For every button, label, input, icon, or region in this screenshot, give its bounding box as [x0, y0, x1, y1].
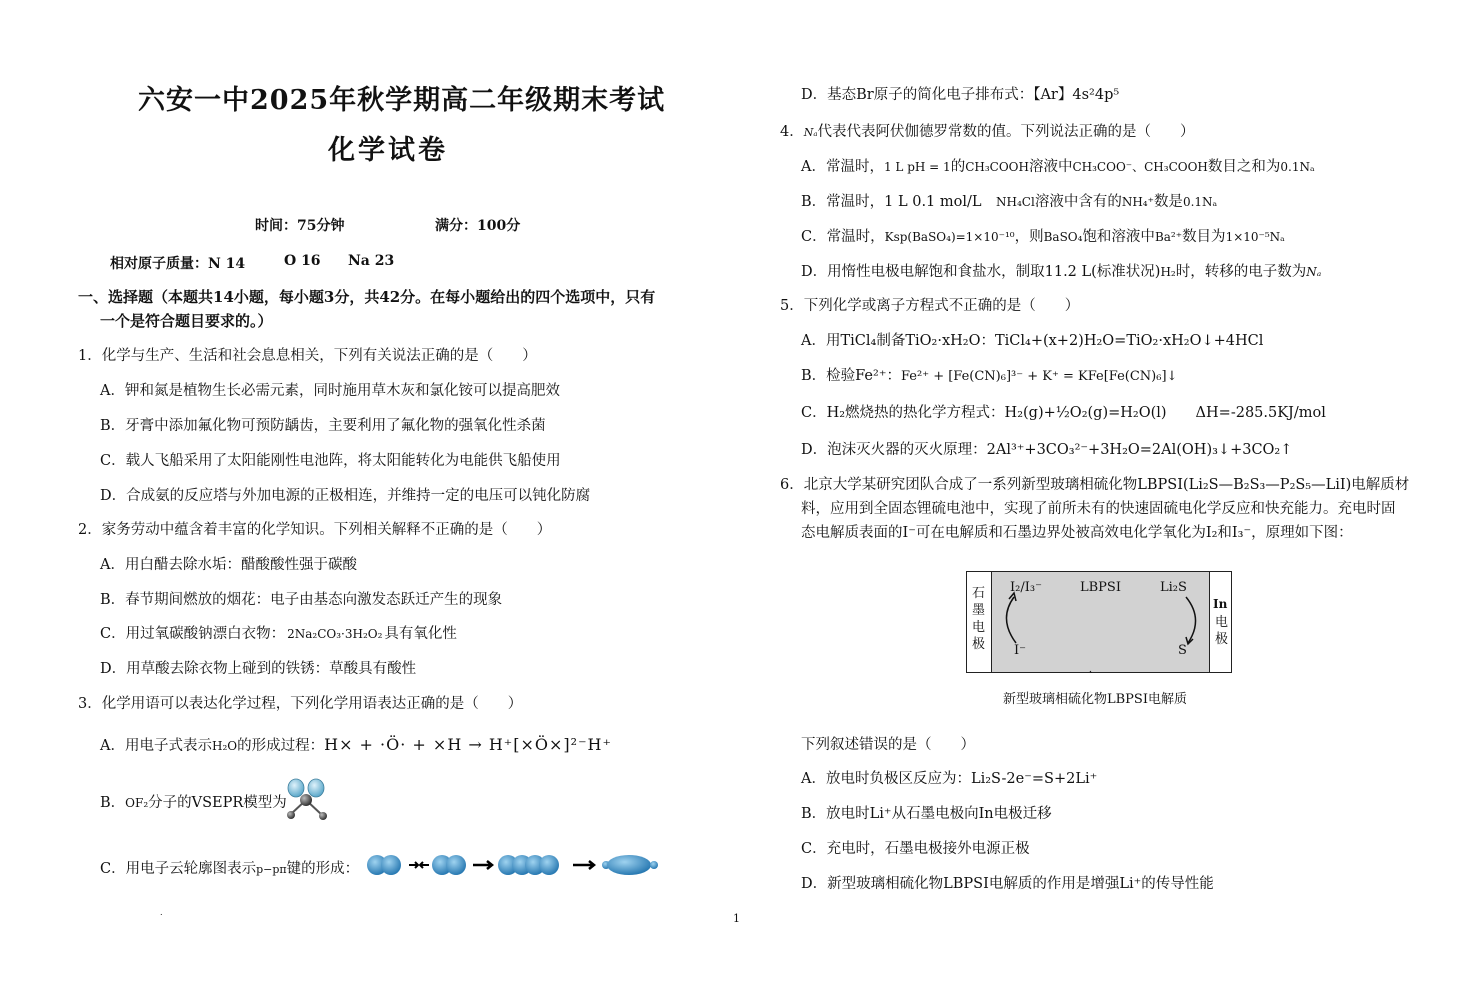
q1-option-a: A．钾和氮是植物生长必需元素，同时施用草木灰和氯化铵可以提高肥效	[100, 383, 560, 399]
exam-score: 满分：100分	[435, 218, 521, 234]
p-p-pi-bond-image	[365, 850, 661, 880]
q5-option-d: D．泡沫灭火器的灭火原理：2Al³⁺+3CO₃²⁻+3H₂O=2Al(OH)₃↓+3CO₂↑	[801, 442, 1293, 458]
q2-option-b: B．春节期间燃放的烟花：电子由基态向激发态跃迁产生的现象	[100, 592, 503, 608]
label-s: S	[1178, 643, 1187, 658]
q6-stem-line1: 6．北京大学某研究团队合成了一系列新型玻璃相硫化物LBPSI(Li₂S—B₂S₃—P₂S₅—LiI)电解质材	[780, 477, 1410, 493]
q5-option-b: B．检验Fe²⁺：Fe²⁺ + [Fe(CN)₆]³⁻ + K⁺ = KFe[Fe(CN)₆]↓	[801, 368, 1178, 384]
q2-stem: 2．家务劳动中蕴含着丰富的化学知识。下列相关解释不正确的是（ ）	[78, 522, 552, 538]
subject-title: 化学试卷	[328, 135, 448, 166]
exam-time: 时间：75分钟	[255, 218, 345, 234]
q4-option-d: D．用惰性电极电解饱和食盐水，制取11.2 L(标准状况)H₂时，转移的电子数为Nₐ	[801, 264, 1322, 280]
label-i-minus: I⁻	[1014, 643, 1026, 658]
label-li2s: Li₂S	[1160, 580, 1187, 595]
label-i2-i3: I₂/I₃⁻	[1010, 580, 1042, 595]
h2o-electron-formula: H× + ·Ö· + ×H → H⁺[×Ö×]²⁻H⁺	[324, 735, 612, 754]
q2-option-c: C．用过氧碳酸钠漂白衣物： 2Na₂CO₃·3H₂O₂ 具有氧化性	[100, 626, 457, 642]
right-electrode-in: In	[1213, 597, 1228, 611]
q2-option-d: D．用草酸去除衣物上碰到的铁锈：草酸具有酸性	[100, 661, 417, 677]
q1-option-b: B．牙膏中添加氟化物可预防龋齿，主要利用了氟化物的强氧化性杀菌	[100, 418, 546, 434]
q5-option-a: A．用TiCl₄制备TiO₂·xH₂O：TiCl₄+(x+2)H₂O=TiO₂·xH₂O↓+4HCl	[801, 333, 1264, 349]
label-lbpsi: LBPSI	[1080, 580, 1121, 595]
section-heading-line1: 一、选择题（本题共14小题，每小题3分，共42分。在每小题给出的四个选项中，只有	[78, 288, 656, 306]
q4-option-b: B．常温时，1 L 0.1 mol/L NH₄Cl溶液中含有的NH₄⁺数是0.1Nₐ	[801, 194, 1218, 210]
q6-stem-line2: 料，应用到全固态锂硫电池中，实现了前所未有的快速固硫电化学反应和快充能力。充电时固	[801, 501, 1396, 517]
q6-option-d: D．新型玻璃相硫化物LBPSI电解质的作用是增强Li⁺的传导性能	[801, 876, 1214, 892]
exam-title: 六安一中2025年秋学期高二年级期末考试	[138, 85, 666, 116]
q3-option-c: C．用电子云轮廓图表示p−pπ键的形成：	[100, 861, 360, 877]
q6-option-c: C．充电时，石墨电极接外电源正极	[801, 841, 1030, 857]
q5-option-c: C．H₂燃烧热的热化学方程式：H₂(g)+½O₂(g)=H₂O(l) ΔH=-285.5KJ/mol	[801, 405, 1326, 421]
q3-option-a: A．用电子式表示H₂O的形成过程：H× + ·Ö· + ×H → H⁺[×Ö×]²⁻H⁺	[100, 735, 612, 754]
q1-option-c: C．载人飞船采用了太阳能刚性电池阵，将太阳能转化为电能供飞船使用	[100, 453, 561, 469]
page-number: 1	[733, 912, 740, 925]
left-electrode-label: 石 墨 电 极	[972, 586, 986, 652]
section-heading-line2: 一个是符合题目要求的。）	[100, 312, 273, 330]
q1-stem: 1．化学与生产、生活和社会息息相关，下列有关说法正确的是（ ）	[78, 348, 537, 364]
q6-option-a: A．放电时负极区反应为：Li₂S-2e⁻=S+2Li⁺	[801, 771, 1098, 787]
q5-stem: 5．下列化学或离子方程式不正确的是（ ）	[780, 298, 1080, 314]
q4-option-a: A．常温时，1 L pH = 1的CH₃COOH溶液中CH₃COO⁻、CH₃COOH数目之和为0.1Nₐ	[801, 159, 1315, 175]
q6-stem-line3: 态电解质表面的I⁻可在电解质和石墨边界处被高效电化学氧化为I₂和I₃⁻，原理如下图：	[801, 525, 1353, 541]
q4-stem: 4．Nₐ代表代表阿伏伽德罗常数的值。下列说法正确的是（ ）	[780, 124, 1195, 140]
vsepr-model-image	[284, 778, 330, 822]
reaction-arrows	[992, 571, 1210, 673]
q2-option-a: A．用白醋去除水垢：醋酸酸性强于碳酸	[100, 557, 357, 573]
q6-option-b: B．放电时Li⁺从石墨电极向In电极迁移	[801, 806, 1052, 822]
atomic-mass-label: 相对原子质量：N 14	[110, 256, 246, 272]
q3-option-b: B．OF₂分子的VSEPR模型为	[100, 795, 287, 811]
atomic-mass-o: O 16	[284, 253, 321, 269]
q6-substem: 下列叙述错误的是（ ）	[801, 737, 975, 753]
q4-option-c: C．常温时，Ksp(BaSO₄)=1×10⁻¹⁰，则BaSO₄饱和溶液中Ba²⁺数目为1×10⁻⁵Nₐ	[801, 229, 1285, 245]
q3-stem: 3．化学用语可以表达化学过程，下列化学用语表达正确的是（ ）	[78, 696, 523, 712]
q1-option-d: D．合成氨的反应塔与外加电源的正极相连，并维持一定的电压可以钝化防腐	[100, 488, 591, 504]
right-electrode-label: 电 极	[1215, 615, 1229, 647]
q3-option-d: D．基态Br原子的简化电子排布式：【Ar】4s²4p⁵	[801, 87, 1120, 103]
diagram-caption: 新型玻璃相硫化物LBPSI电解质	[1003, 692, 1187, 707]
stray-mark: .	[160, 908, 163, 917]
atomic-mass-na: Na 23	[348, 253, 395, 269]
